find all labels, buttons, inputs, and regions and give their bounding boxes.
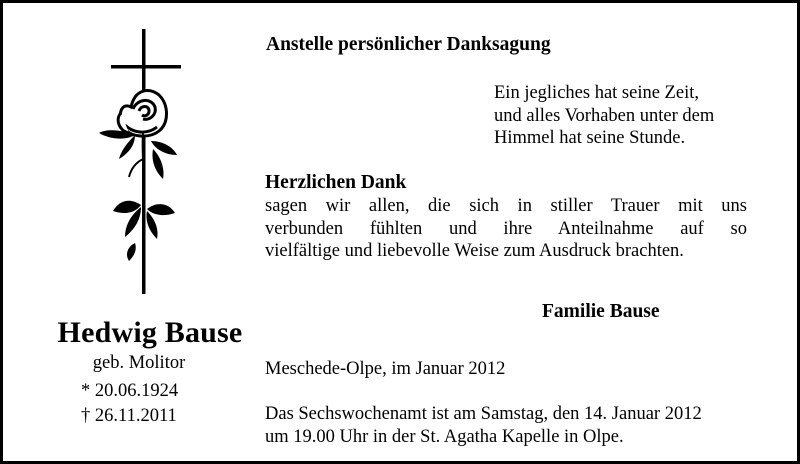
mass-note-line: um 19.00 Uhr in der St. Agatha Kapelle in Olpe. — [265, 426, 624, 447]
thanks-line: sagen wir allen, die sich in stiller Trauer mit uns — [265, 196, 747, 216]
family-signature: Familie Bause — [542, 301, 660, 322]
place-date: Meschede-Olpe, im Januar 2012 — [265, 359, 506, 379]
mass-note-line: Das Sechswochenamt ist am Samstag, den 14. Januar 2012 — [265, 404, 702, 424]
thanks-title: Herzlichen Dank — [265, 172, 407, 193]
death-date: † 26.11.2011 — [81, 406, 177, 426]
cross-with-rose-icon — [91, 29, 201, 299]
birth-date: * 20.06.1924 — [81, 381, 179, 401]
maiden-name: geb. Molitor — [92, 353, 186, 373]
thanks-text — [265, 195, 747, 263]
mass-note — [265, 403, 702, 448]
bible-quote — [494, 82, 714, 150]
life-dates — [81, 379, 178, 429]
thanks-line: verbunden fühlten und ihre Anteilnahme auf so — [265, 218, 747, 239]
thanks-line: vielfältige und liebevolle Weise zum Ausdruck brachten. — [265, 241, 684, 261]
obituary-notice — [3, 3, 797, 461]
notice-heading: Anstelle persönlicher Danksagung — [266, 34, 551, 55]
quote-line: Ein jegliches hat seine Zeit, — [494, 83, 699, 103]
quote-line: Himmel hat seine Stunde. — [494, 128, 686, 148]
quote-line: und alles Vorhaben unter dem — [494, 105, 715, 126]
deceased-name: Hedwig Bause — [57, 316, 243, 349]
